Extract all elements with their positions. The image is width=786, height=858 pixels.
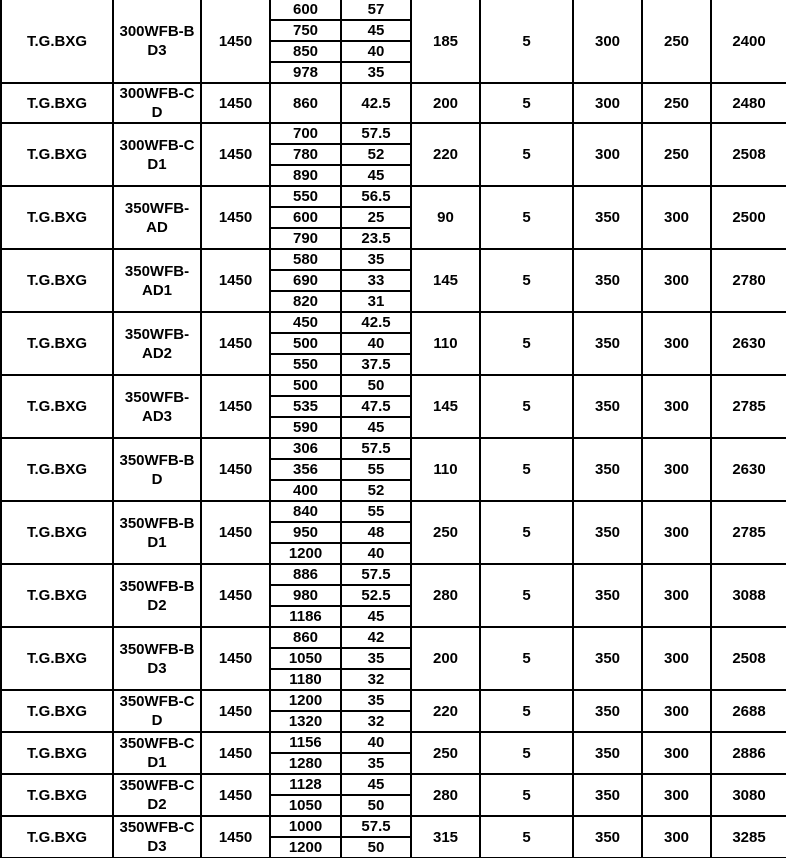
head-cell: 57.5 xyxy=(341,564,411,585)
inlet-cell: 350 xyxy=(573,690,642,732)
power-cell: 200 xyxy=(411,83,480,123)
flow-cell: 1050 xyxy=(270,795,341,816)
inlet-cell: 300 xyxy=(573,0,642,83)
grade-cell: 5 xyxy=(480,438,573,501)
speed-cell: 1450 xyxy=(201,312,270,375)
flow-cell: 780 xyxy=(270,144,341,165)
head-cell: 33 xyxy=(341,270,411,291)
grade-cell: 5 xyxy=(480,732,573,774)
head-cell: 45 xyxy=(341,774,411,795)
price-cell: 2508 xyxy=(711,123,786,186)
speed-cell: 1450 xyxy=(201,774,270,816)
head-cell: 45 xyxy=(341,20,411,41)
flow-cell: 550 xyxy=(270,354,341,375)
model-line: AD xyxy=(146,218,168,236)
head-cell: 57.5 xyxy=(341,438,411,459)
model-line: 350WFB- xyxy=(124,199,190,217)
speed-cell: 1450 xyxy=(201,627,270,690)
model-cell xyxy=(113,312,201,375)
head-cell: 42 xyxy=(341,627,411,648)
head-cell: 47.5 xyxy=(341,396,411,417)
outlet-cell: 250 xyxy=(642,0,711,83)
price-cell: 3080 xyxy=(711,774,786,816)
outlet-cell: 300 xyxy=(642,312,711,375)
model-line: 300WFB-C xyxy=(119,136,195,154)
brand-cell: T.G.BXG xyxy=(1,375,113,438)
flow-cell: 978 xyxy=(270,62,341,83)
head-cell: 57 xyxy=(341,0,411,20)
model-cell xyxy=(113,375,201,438)
head-cell: 52.5 xyxy=(341,585,411,606)
grade-cell: 5 xyxy=(480,186,573,249)
power-cell: 280 xyxy=(411,774,480,816)
grade-cell: 5 xyxy=(480,564,573,627)
flow-cell: 535 xyxy=(270,396,341,417)
model-line: D2 xyxy=(147,596,167,614)
outlet-cell: 300 xyxy=(642,438,711,501)
flow-cell: 690 xyxy=(270,270,341,291)
model-cell xyxy=(113,438,201,501)
power-cell: 110 xyxy=(411,438,480,501)
brand-cell: T.G.BXG xyxy=(1,627,113,690)
flow-cell: 1128 xyxy=(270,774,341,795)
head-cell: 40 xyxy=(341,41,411,62)
head-cell: 48 xyxy=(341,522,411,543)
model-line: D xyxy=(151,470,163,488)
table-row xyxy=(1,123,786,144)
model-cell xyxy=(113,0,201,83)
inlet-cell: 350 xyxy=(573,732,642,774)
brand-cell: T.G.BXG xyxy=(1,186,113,249)
table-row xyxy=(1,83,786,123)
outlet-cell: 250 xyxy=(642,83,711,123)
model-cell xyxy=(113,564,201,627)
model-line: 350WFB-C xyxy=(119,777,195,794)
grade-cell: 5 xyxy=(480,690,573,732)
inlet-cell: 350 xyxy=(573,186,642,249)
head-cell: 50 xyxy=(341,837,411,858)
model-line: 350WFB- xyxy=(124,262,190,280)
outlet-cell: 250 xyxy=(642,123,711,186)
speed-cell: 1450 xyxy=(201,123,270,186)
flow-cell: 450 xyxy=(270,312,341,333)
price-cell: 2508 xyxy=(711,627,786,690)
spec-table-body xyxy=(1,0,786,858)
model-cell xyxy=(113,690,201,732)
model-line: D1 xyxy=(147,754,167,771)
model-cell xyxy=(113,249,201,312)
model-line: D3 xyxy=(147,659,167,677)
grade-cell: 5 xyxy=(480,816,573,858)
power-cell: 145 xyxy=(411,249,480,312)
flow-cell: 590 xyxy=(270,417,341,438)
flow-cell: 1200 xyxy=(270,543,341,564)
flow-cell: 890 xyxy=(270,165,341,186)
model-line: 350WFB-C xyxy=(119,819,195,836)
power-cell: 200 xyxy=(411,627,480,690)
flow-cell: 790 xyxy=(270,228,341,249)
model-line: D3 xyxy=(147,42,167,59)
outlet-cell: 300 xyxy=(642,732,711,774)
flow-cell: 1000 xyxy=(270,816,341,837)
flow-cell: 1050 xyxy=(270,648,341,669)
model-line: D xyxy=(151,104,163,121)
speed-cell: 1450 xyxy=(201,816,270,858)
flow-cell: 750 xyxy=(270,20,341,41)
head-cell: 55 xyxy=(341,501,411,522)
head-cell: 23.5 xyxy=(341,228,411,249)
outlet-cell: 300 xyxy=(642,690,711,732)
head-cell: 32 xyxy=(341,669,411,690)
power-cell: 220 xyxy=(411,123,480,186)
head-cell: 25 xyxy=(341,207,411,228)
inlet-cell: 350 xyxy=(573,774,642,816)
head-cell: 35 xyxy=(341,753,411,774)
power-cell: 220 xyxy=(411,690,480,732)
head-cell: 57.5 xyxy=(341,816,411,837)
head-cell: 57.5 xyxy=(341,123,411,144)
model-line: AD1 xyxy=(141,281,172,299)
model-cell xyxy=(113,774,201,816)
model-line: AD2 xyxy=(141,344,172,362)
speed-cell: 1450 xyxy=(201,732,270,774)
price-cell: 2780 xyxy=(711,249,786,312)
flow-cell: 600 xyxy=(270,0,341,20)
grade-cell: 5 xyxy=(480,123,573,186)
grade-cell: 5 xyxy=(480,627,573,690)
brand-cell: T.G.BXG xyxy=(1,501,113,564)
model-cell xyxy=(113,186,201,249)
model-line: 350WFB-B xyxy=(119,451,195,469)
power-cell: 280 xyxy=(411,564,480,627)
flow-cell: 1180 xyxy=(270,669,341,690)
speed-cell: 1450 xyxy=(201,564,270,627)
head-cell: 31 xyxy=(341,291,411,312)
brand-cell: T.G.BXG xyxy=(1,83,113,123)
head-cell: 40 xyxy=(341,543,411,564)
inlet-cell: 350 xyxy=(573,249,642,312)
speed-cell: 1450 xyxy=(201,249,270,312)
head-cell: 45 xyxy=(341,606,411,627)
head-cell: 32 xyxy=(341,711,411,732)
price-cell: 3285 xyxy=(711,816,786,858)
power-cell: 250 xyxy=(411,501,480,564)
brand-cell: T.G.BXG xyxy=(1,816,113,858)
table-row xyxy=(1,732,786,753)
table-row xyxy=(1,186,786,207)
outlet-cell: 300 xyxy=(642,627,711,690)
table-row xyxy=(1,501,786,522)
model-cell xyxy=(113,123,201,186)
model-cell xyxy=(113,501,201,564)
flow-cell: 400 xyxy=(270,480,341,501)
speed-cell: 1450 xyxy=(201,690,270,732)
price-cell: 2480 xyxy=(711,83,786,123)
flow-cell: 356 xyxy=(270,459,341,480)
table-row xyxy=(1,249,786,270)
brand-cell: T.G.BXG xyxy=(1,564,113,627)
inlet-cell: 350 xyxy=(573,375,642,438)
outlet-cell: 300 xyxy=(642,501,711,564)
inlet-cell: 350 xyxy=(573,438,642,501)
outlet-cell: 300 xyxy=(642,375,711,438)
model-line: D xyxy=(151,712,163,729)
grade-cell: 5 xyxy=(480,501,573,564)
flow-cell: 1320 xyxy=(270,711,341,732)
flow-cell: 1200 xyxy=(270,690,341,711)
head-cell: 42.5 xyxy=(341,312,411,333)
price-cell: 2886 xyxy=(711,732,786,774)
head-cell: 45 xyxy=(341,165,411,186)
flow-cell: 1200 xyxy=(270,837,341,858)
head-cell: 50 xyxy=(341,375,411,396)
model-cell xyxy=(113,83,201,123)
flow-cell: 950 xyxy=(270,522,341,543)
flow-cell: 850 xyxy=(270,41,341,62)
model-line: 350WFB- xyxy=(124,325,190,343)
speed-cell: 1450 xyxy=(201,501,270,564)
table-row xyxy=(1,375,786,396)
power-cell: 110 xyxy=(411,312,480,375)
grade-cell: 5 xyxy=(480,249,573,312)
outlet-cell: 300 xyxy=(642,249,711,312)
power-cell: 90 xyxy=(411,186,480,249)
head-cell: 35 xyxy=(341,690,411,711)
power-cell: 315 xyxy=(411,816,480,858)
speed-cell: 1450 xyxy=(201,375,270,438)
brand-cell: T.G.BXG xyxy=(1,774,113,816)
price-cell: 2785 xyxy=(711,375,786,438)
model-line: AD3 xyxy=(141,407,172,425)
speed-cell: 1450 xyxy=(201,0,270,83)
model-line: 300WFB-B xyxy=(119,23,195,40)
model-line: 350WFB- xyxy=(124,388,190,406)
price-cell: 2785 xyxy=(711,501,786,564)
brand-cell: T.G.BXG xyxy=(1,732,113,774)
grade-cell: 5 xyxy=(480,0,573,83)
outlet-cell: 300 xyxy=(642,774,711,816)
head-cell: 35 xyxy=(341,62,411,83)
flow-cell: 1156 xyxy=(270,732,341,753)
model-cell xyxy=(113,732,201,774)
inlet-cell: 300 xyxy=(573,83,642,123)
table-row xyxy=(1,627,786,648)
head-cell: 40 xyxy=(341,732,411,753)
inlet-cell: 350 xyxy=(573,501,642,564)
table-row xyxy=(1,774,786,795)
model-line: 350WFB-B xyxy=(119,577,195,595)
head-cell: 56.5 xyxy=(341,186,411,207)
head-cell: 35 xyxy=(341,249,411,270)
table-row xyxy=(1,312,786,333)
grade-cell: 5 xyxy=(480,375,573,438)
flow-cell: 500 xyxy=(270,375,341,396)
brand-cell: T.G.BXG xyxy=(1,312,113,375)
grade-cell: 5 xyxy=(480,83,573,123)
flow-cell: 1280 xyxy=(270,753,341,774)
grade-cell: 5 xyxy=(480,774,573,816)
flow-cell: 860 xyxy=(270,627,341,648)
head-cell: 55 xyxy=(341,459,411,480)
flow-cell: 600 xyxy=(270,207,341,228)
model-line: 350WFB-B xyxy=(119,640,195,658)
head-cell: 37.5 xyxy=(341,354,411,375)
brand-cell: T.G.BXG xyxy=(1,249,113,312)
head-cell: 40 xyxy=(341,333,411,354)
inlet-cell: 350 xyxy=(573,564,642,627)
inlet-cell: 350 xyxy=(573,312,642,375)
flow-cell: 500 xyxy=(270,333,341,354)
model-line: 350WFB-C xyxy=(119,735,195,752)
power-cell: 145 xyxy=(411,375,480,438)
outlet-cell: 300 xyxy=(642,564,711,627)
price-cell: 3088 xyxy=(711,564,786,627)
head-cell: 35 xyxy=(341,648,411,669)
table-row xyxy=(1,438,786,459)
table-row xyxy=(1,690,786,711)
flow-cell: 820 xyxy=(270,291,341,312)
model-line: 350WFB-B xyxy=(119,514,195,532)
inlet-cell: 300 xyxy=(573,123,642,186)
head-cell: 50 xyxy=(341,795,411,816)
outlet-cell: 300 xyxy=(642,816,711,858)
head-cell: 42.5 xyxy=(341,83,411,123)
head-cell: 52 xyxy=(341,144,411,165)
outlet-cell: 300 xyxy=(642,186,711,249)
speed-cell: 1450 xyxy=(201,83,270,123)
head-cell: 45 xyxy=(341,417,411,438)
flow-cell: 306 xyxy=(270,438,341,459)
model-line: 350WFB-C xyxy=(119,693,195,710)
model-line: D1 xyxy=(147,155,167,173)
model-line: 300WFB-C xyxy=(119,85,195,102)
flow-cell: 886 xyxy=(270,564,341,585)
model-cell xyxy=(113,816,201,858)
brand-cell: T.G.BXG xyxy=(1,690,113,732)
brand-cell: T.G.BXG xyxy=(1,438,113,501)
table-row xyxy=(1,816,786,837)
model-line: D1 xyxy=(147,533,167,551)
brand-cell: T.G.BXG xyxy=(1,0,113,83)
flow-cell: 700 xyxy=(270,123,341,144)
model-line: D2 xyxy=(147,796,167,813)
table-row xyxy=(1,0,786,20)
flow-cell: 840 xyxy=(270,501,341,522)
model-line: D3 xyxy=(147,838,167,855)
flow-cell: 1186 xyxy=(270,606,341,627)
brand-cell: T.G.BXG xyxy=(1,123,113,186)
inlet-cell: 350 xyxy=(573,627,642,690)
head-cell: 52 xyxy=(341,480,411,501)
speed-cell: 1450 xyxy=(201,186,270,249)
price-cell: 2630 xyxy=(711,438,786,501)
price-cell: 2400 xyxy=(711,0,786,83)
flow-cell: 550 xyxy=(270,186,341,207)
inlet-cell: 350 xyxy=(573,816,642,858)
speed-cell: 1450 xyxy=(201,438,270,501)
flow-cell: 860 xyxy=(270,83,341,123)
flow-cell: 980 xyxy=(270,585,341,606)
flow-cell: 580 xyxy=(270,249,341,270)
price-cell: 2630 xyxy=(711,312,786,375)
model-cell xyxy=(113,627,201,690)
power-cell: 185 xyxy=(411,0,480,83)
grade-cell: 5 xyxy=(480,312,573,375)
table-row xyxy=(1,564,786,585)
price-cell: 2688 xyxy=(711,690,786,732)
power-cell: 250 xyxy=(411,732,480,774)
price-cell: 2500 xyxy=(711,186,786,249)
